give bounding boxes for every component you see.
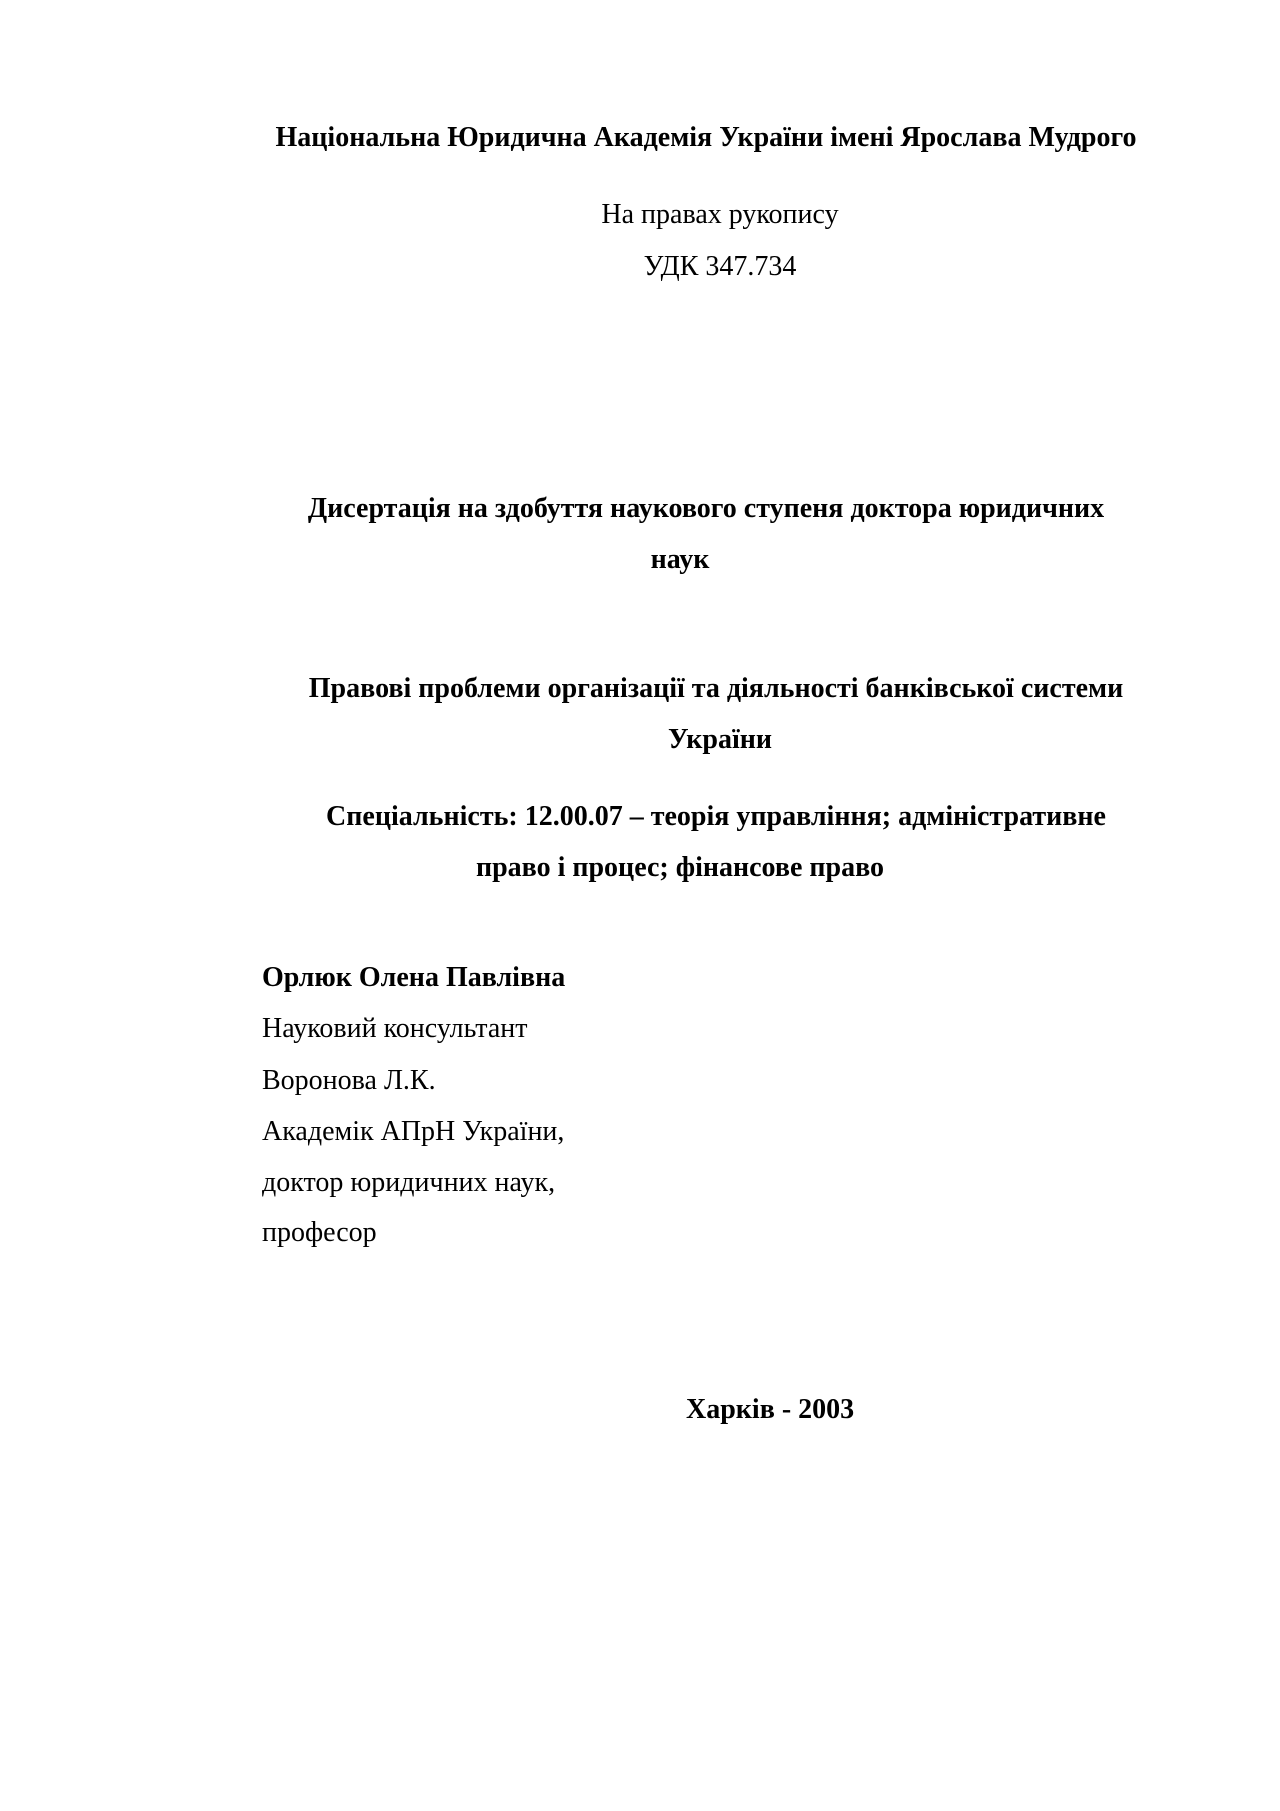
manuscript-note: На правах рукопису [601, 199, 839, 230]
specialty-line-2: право і процес; фінансове право [475, 852, 885, 883]
specialty-line-1: Спеціальність: 12.00.07 – теорія управління; адміністративне [326, 801, 1106, 832]
udc-code: УДК 347.734 [643, 251, 797, 282]
advisor-title-3: професор [262, 1217, 377, 1248]
degree-line-2: наук [650, 544, 710, 575]
author-name: Орлюк Олена Павлівна [262, 962, 566, 993]
advisor-name: Воронова Л.К. [262, 1065, 436, 1096]
dissertation-title-line-1: Правові проблеми організації та діяльності банківської системи [308, 673, 1124, 704]
advisor-title-1: Академік АПрН України, [262, 1116, 565, 1147]
dissertation-title-line-2: України [667, 724, 772, 755]
advisor-role: Науковий консультант [262, 1013, 528, 1044]
degree-line-1: Дисертація на здобуття наукового ступеня доктора юридичних [307, 493, 1105, 524]
advisor-title-2: доктор юридичних наук, [262, 1167, 556, 1198]
place-year: Харків - 2003 [686, 1394, 855, 1425]
institution-name: Національна Юридична Академія України імені Ярослава Мудрого [275, 122, 1137, 153]
